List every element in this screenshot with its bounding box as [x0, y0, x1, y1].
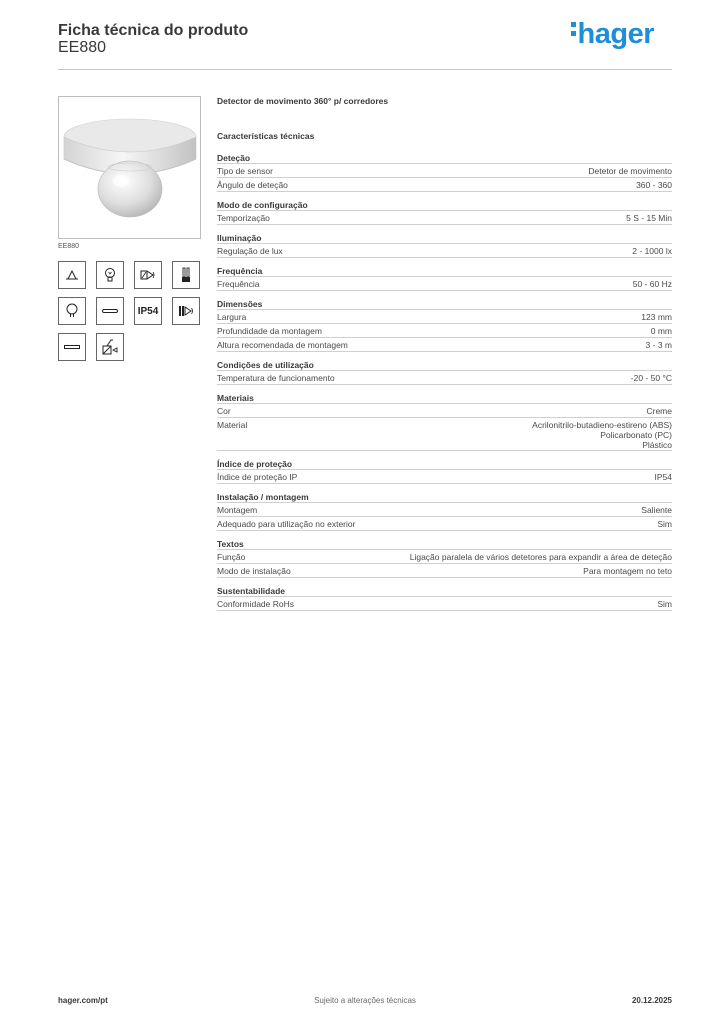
product-photo	[58, 96, 201, 239]
footer-date: 20.12.2025	[631, 996, 672, 1005]
spec-label: Temperatura de funcionamento	[217, 373, 335, 383]
spec-row	[217, 404, 672, 418]
spec-value-line: -20 - 50 °C	[630, 373, 672, 383]
led-driver-icon	[172, 297, 200, 325]
spec-value	[532, 420, 672, 450]
spec-section	[217, 457, 672, 484]
spec-value	[636, 180, 672, 190]
technical-specs	[217, 96, 672, 611]
footer-notice: Sujeito a alterações técnicas	[314, 996, 416, 1005]
spec-value-line: Sim	[657, 599, 672, 609]
spec-row	[217, 597, 672, 611]
spec-value	[651, 326, 672, 336]
spec-section-title: Instalação / montagem	[217, 490, 672, 503]
spec-section-title: Materiais	[217, 391, 672, 404]
spec-row	[217, 164, 672, 178]
footer-website-link[interactable]: hager.com/pt	[58, 996, 108, 1005]
spec-value	[588, 166, 672, 176]
spec-value	[641, 505, 672, 515]
spec-row	[217, 324, 672, 338]
spec-label: Função	[217, 552, 246, 562]
motion-detector-image	[59, 97, 201, 239]
spec-value-line: Plástico	[642, 440, 672, 450]
product-code: EE880	[58, 39, 107, 56]
ip54-icon	[134, 297, 162, 325]
spec-row	[217, 503, 672, 517]
spec-row	[217, 178, 672, 192]
tube-lamp-icon	[58, 333, 86, 361]
spec-row	[217, 470, 672, 484]
document-title: Ficha técnica do produto	[58, 22, 249, 39]
spec-section-title: Dimensões	[217, 297, 672, 310]
fluorescent-lamp-icon	[172, 261, 200, 289]
spec-value	[657, 519, 672, 529]
spec-value	[655, 472, 673, 482]
spec-label: Material	[217, 420, 248, 430]
spec-section	[217, 490, 672, 531]
logo-text: hager	[577, 18, 654, 50]
spec-value	[632, 246, 672, 256]
spec-section-title: Modo de configuração	[217, 198, 672, 211]
spec-value	[646, 406, 672, 416]
spec-row	[217, 277, 672, 291]
spec-value-line: 360 - 360	[636, 180, 672, 190]
spec-label: Adequado para utilização no exterior	[217, 519, 356, 529]
spec-section	[217, 297, 672, 352]
spec-section	[217, 198, 672, 225]
spec-value	[410, 552, 672, 562]
spec-value-line: 50 - 60 Hz	[632, 279, 672, 289]
logo-dots-icon	[571, 18, 577, 40]
spec-value	[633, 279, 672, 289]
spec-sections	[217, 151, 672, 611]
spec-value-line: Acrilonitrilo-butadieno-estireno (ABS)	[532, 420, 672, 430]
wiring-symbol-icon	[96, 333, 124, 361]
spec-value-line: Para montagem no teto	[583, 566, 672, 576]
spec-section-title: Sustentabilidade	[217, 584, 672, 597]
spec-value-line: 123 mm	[641, 312, 672, 322]
spec-row	[217, 418, 672, 451]
spec-label: Ângulo de deteção	[217, 180, 288, 190]
spec-row	[217, 550, 672, 564]
spec-value	[583, 566, 672, 576]
spec-label: Conformidade RoHs	[217, 599, 295, 609]
spec-value-line: 3 - 3 m	[645, 340, 672, 350]
spec-row	[217, 517, 672, 531]
product-name: Detector de movimento 360° p/ corredores	[217, 96, 389, 106]
spec-value	[657, 599, 672, 609]
spec-section	[217, 358, 672, 385]
spec-section	[217, 151, 672, 192]
spec-section-title: Iluminação	[217, 231, 672, 244]
spec-label: Profundidade da montagem	[217, 326, 322, 336]
spec-label: Temporização	[217, 213, 270, 223]
spec-value-line: IP54	[654, 472, 672, 482]
spec-row	[217, 564, 672, 578]
photo-caption: EE880	[58, 243, 80, 250]
spec-value-line: Sim	[657, 519, 672, 529]
spec-value	[646, 340, 672, 350]
ceiling-mount-icon	[58, 261, 86, 289]
spec-row	[217, 211, 672, 225]
spec-label: Regulação de lux	[217, 246, 283, 256]
ip54-label: IP54	[137, 305, 159, 317]
spec-value-line: 5 S - 15 Min	[626, 213, 672, 223]
spec-label: Índice de proteção IP	[217, 472, 298, 482]
spec-section	[217, 231, 672, 258]
incandescent-bulb-icon	[58, 297, 86, 325]
spec-section	[217, 537, 672, 578]
spec-row	[217, 244, 672, 258]
spec-section-title: Frequência	[217, 264, 672, 277]
spec-label: Largura	[217, 312, 247, 322]
spec-value-line: 2 - 1000 lx	[632, 246, 672, 256]
spec-value-line: Ligação paralela de vários detetores para expandir a área de deteção	[409, 552, 672, 562]
spec-label: Modo de instalação	[217, 566, 291, 576]
spec-row	[217, 338, 672, 352]
spec-section-title: Condições de utilização	[217, 358, 672, 371]
spec-label: Montagem	[217, 505, 258, 515]
spec-section	[217, 584, 672, 611]
spec-label: Frequência	[217, 279, 260, 289]
spec-value-line: Saliente	[641, 505, 672, 515]
hager-logo	[571, 18, 654, 51]
spec-section	[217, 264, 672, 291]
spec-row	[217, 371, 672, 385]
spec-value	[641, 312, 672, 322]
spec-row	[217, 310, 672, 324]
spec-value	[626, 213, 672, 223]
spec-label: Tipo de sensor	[217, 166, 273, 176]
spec-label: Altura recomendada de montagem	[217, 340, 348, 350]
spec-value-line: Policarbonato (PC)	[600, 430, 672, 440]
spec-value	[631, 373, 672, 383]
spec-section-title: Textos	[217, 537, 672, 550]
spec-section-title: Deteção	[217, 151, 672, 164]
document-header	[58, 20, 672, 70]
spec-section-title: Índice de proteção	[217, 457, 672, 470]
specs-heading: Características técnicas	[217, 131, 315, 141]
spec-section	[217, 391, 672, 451]
lamp-bulb-icon	[96, 261, 124, 289]
motion-sensor-icon	[134, 261, 162, 289]
spec-value-line: Creme	[646, 406, 672, 416]
spec-value-line: Detetor de movimento	[588, 166, 672, 176]
linear-lamp-icon	[96, 297, 124, 325]
spec-label: Cor	[217, 406, 231, 416]
spec-value-line: 0 mm	[650, 326, 672, 336]
